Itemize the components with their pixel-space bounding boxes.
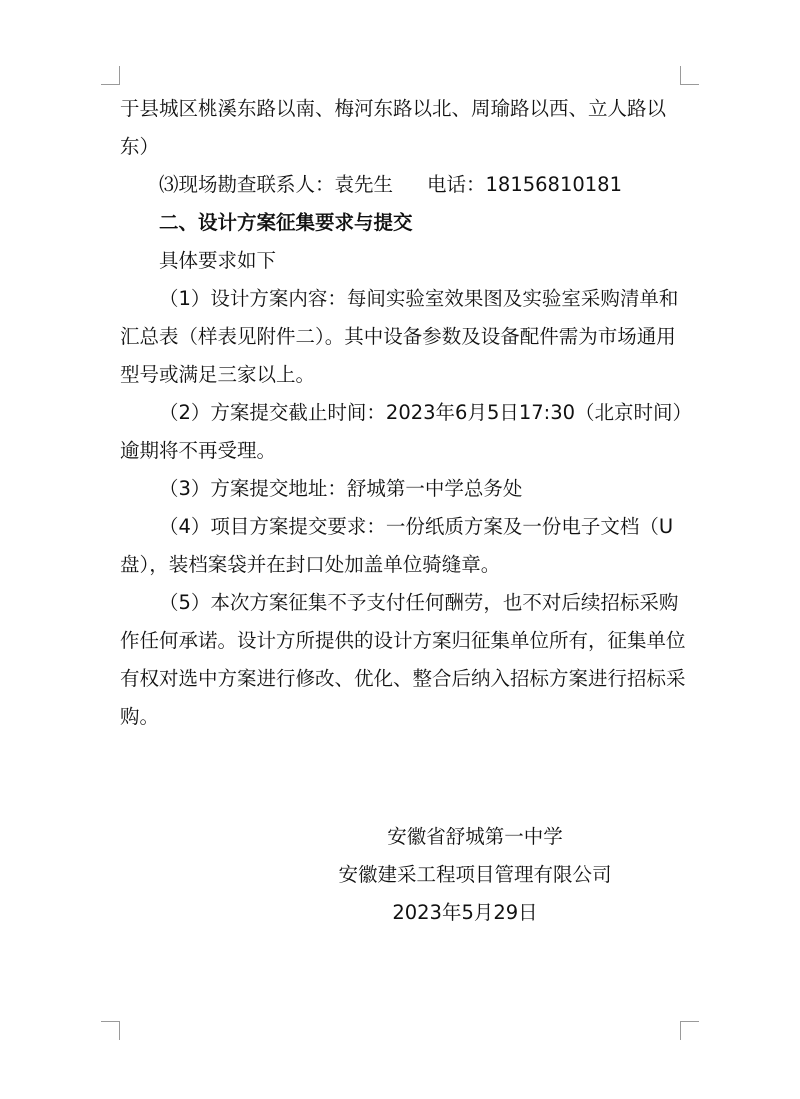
corner-mark-bottom-right [680,1021,699,1040]
requirement-3: （3）方案提交地址：舒城第一中学总务处 [159,477,523,500]
signature-org-1: 安徽省舒城第一中学 [387,825,563,848]
contact-phone: 电话：18156810181 [427,173,622,196]
requirement-5: （5）本次方案征集不予支付任何酬劳，也不对后续招标采购作任何承诺。设计方所提供的设计方案归征集单位所有，征集单位有权对选中方案进行修改、优化、整合后纳入招标方案进行招标采购。 [120,591,686,728]
corner-mark-top-right [680,66,699,85]
signature-org-2: 安徽建采工程项目管理有限公司 [338,863,612,886]
corner-mark-bottom-left [101,1021,120,1040]
contact-person: ⑶现场勘查联系人：袁先生 [159,173,394,196]
requirement-4: （4）项目方案提交要求：一份纸质方案及一份电子文档（U盘），装档案袋并在封口处加盖单位骑缝章。 [120,515,674,576]
requirement-2: （2）方案提交截止时间：2023年6月5日17:30（北京时间）逾期将不再受理。 [120,401,683,462]
signature-date: 2023年5月29日 [392,901,538,924]
document-body [120,90,690,736]
section-heading: 二、设计方案征集要求与提交 [159,211,413,234]
corner-mark-top-left [101,66,120,85]
signature-block [0,818,800,932]
requirement-1: （1）设计方案内容：每间实验室效果图及实验室采购清单和汇总表（样表见附件二）。其中设备参数及设备配件需为市场通用型号或满足三家以上。 [120,287,679,386]
requirements-intro: 具体要求如下 [159,249,277,272]
contact-line [120,166,690,204]
location-paragraph: 于县城区桃溪东路以南、梅河东路以北、周瑜路以西、立人路以东） [120,97,667,158]
